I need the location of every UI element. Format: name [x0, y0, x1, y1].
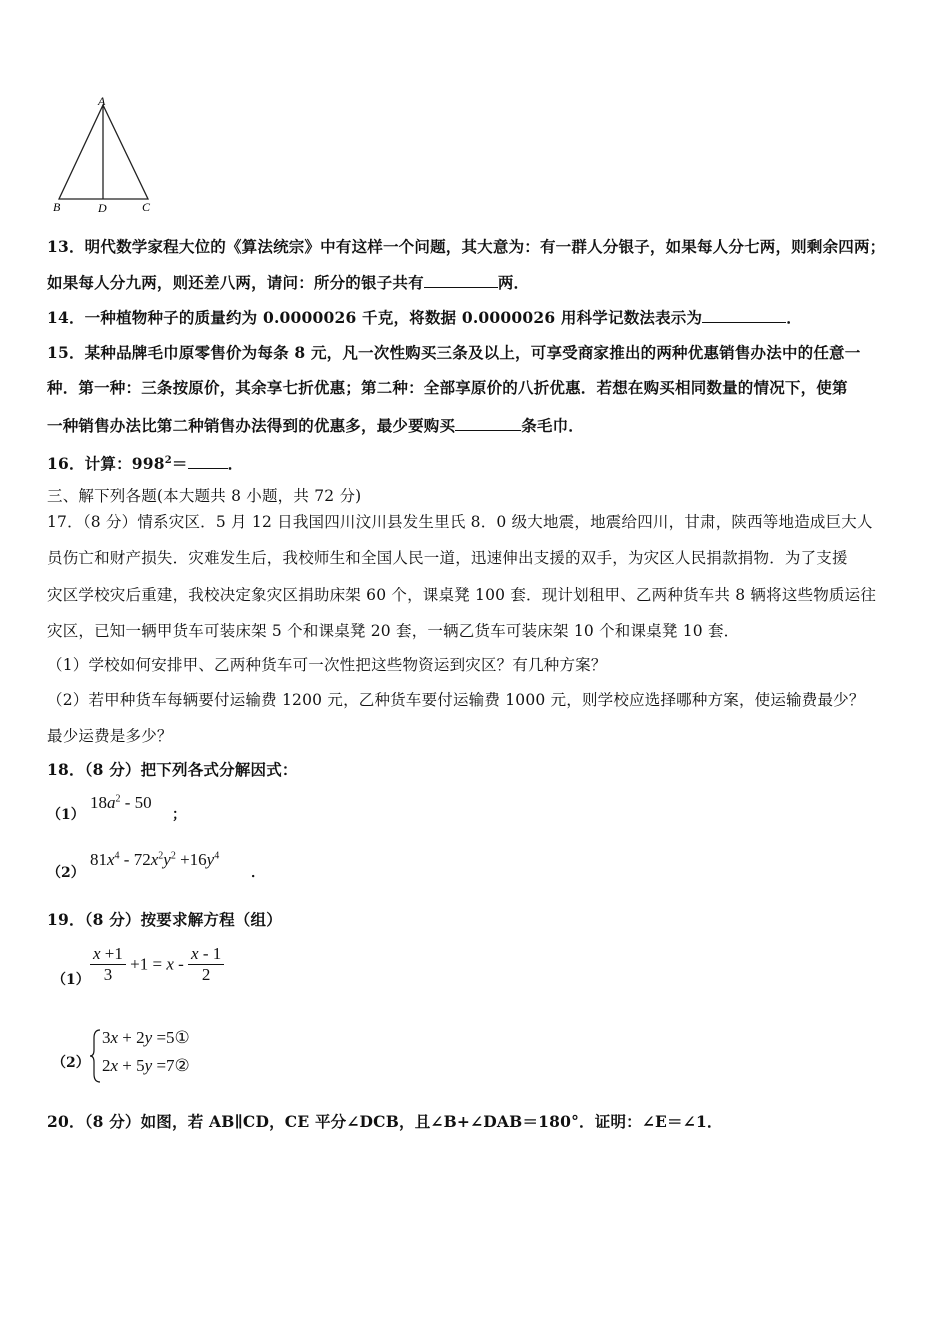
q17-sub2: （2）若甲种货车每辆要付运输费 1200 元，乙种货车要付运输费 1000 元，则学校应选择哪种方案，使运输费最少？: [47, 691, 865, 709]
exam-page: A B D C 13．明代数学家程大位的《算法统宗》中有这样一个问题，其大意为：有一群人分银子，如果每人分七两，则剩余四两； 如果每人分九两，则还差八两，请问：所分的银子共有 两． 14．一种植物种子的质量约为 0.0000026 千克，将数据 0.0000026 用科学记数法表示为 ． 15．某种品牌毛巾原零售价为每条 8 元，凡一次性购买三条及以上，可享受商家推出的两种优惠销售办法中的任意一 种．第一种：三条按原价，其余享七折优惠；第二种：全部享原价的八折优惠．若想在购买相同数量的情况下，使第 一种销售办法比第二种销售办法得到的优惠多，最少要购买 条毛巾． 16．计算：$998^2=$ ． 三、解下列各题(本大题共 8 小题，共 72 分) 17．（8 分）情系灾区．5 月 12 日我国四川汶川县发生里氏 8．0 级大地震，地震给四川，甘肃，陕西等地造成巨大人 员伤亡和财产损失．灾难发生后，我校师生和全国人民一道，迅速伸出支援的双手，为灾区人民捐款捐物．为了支援 灾区学校灾后重建，我校决定象灾区捐助床架 60 个，课桌凳 100 套．现计划租甲、乙两种货车共 8 辆将这些物质运往 灾区，已知一辆甲货车可装床架 5 个和课桌凳 20 套，一辆乙货车可装床架 10 个和课桌凳 10 套． （1）学校如何安排甲、乙两种货车可一次性把这些物资运到灾区？有几种方案？ （2）若甲种货车每辆要付运输费 1200 元，乙种货车要付运输费 1000 元，则学校应选择哪种方案，使运输费最少？ 最少运费是多少？ 18．（8 分）把下列各式分解因式： （1） $18a^2 - 50$ ； （2） $81x^4 - 72x^2y^2 +16y^4$ ． 19．（8 分）按要求解方程（组） （1） $\frac{x +1}{3}$ +1 = x - $\frac{x - 1}{2}$ （2） 3x + 2y =5① 2x + 5y =7② 20．（8 分）如图，若 AB∥CD，CE 平分∠DCB，且∠B+∠DAB＝180°．证明：∠E＝∠1．: [47, 95, 886, 1131]
q19-p1-label: （1）: [52, 972, 90, 988]
q15-line3-text: 一种销售办法比第二种销售办法得到的优惠多，最少要购买: [47, 416, 456, 435]
label-a: A: [98, 95, 106, 108]
q17-line3: 灾区学校灾后重建，我校决定象灾区捐助床架 60 个，课桌凳 100 套．现计划租甲、乙两种货车共 8 辆将这些物质运往: [47, 586, 877, 604]
q16-equals: ＝: [171, 454, 188, 474]
q13-line1: 13．明代数学家程大位的《算法统宗》中有这样一个问题，其大意为：有一群人分银子，如果每人分七两，则剩余四两；: [47, 237, 886, 256]
q13-line2: [47, 273, 529, 293]
q13-answer-blank[interactable]: [424, 273, 498, 288]
q16-exponent: 2: [164, 455, 172, 466]
q16-prefix: 16．计算：998: [47, 454, 165, 474]
q19-eq1-mark: ①: [174, 1028, 190, 1047]
q15-answer-blank[interactable]: [455, 416, 521, 431]
q16-answer-blank[interactable]: [188, 454, 228, 469]
q13-line2-end: 两．: [497, 273, 530, 292]
label-b: B: [53, 200, 61, 214]
q18-p2-end: ．: [251, 865, 265, 881]
label-d: D: [98, 201, 107, 215]
q19-title: 19．（8 分）按要求解方程（组）: [47, 910, 282, 929]
q19-p1-equation: $\frac{x +1}{3}$ +1 = x - $\frac{x - 1}{2}$: [90, 944, 224, 985]
q16-line: [47, 451, 243, 474]
q18-p1-expression: $18a^2 - 50$: [90, 793, 152, 812]
q14-end: ．: [786, 308, 802, 327]
q15-line2: 种．第一种：三条按原价，其余享七折优惠；第二种：全部享原价的八折优惠．若想在购买相同数量的情况下，使第: [47, 378, 848, 397]
q17-line1: 17．（8 分）情系灾区．5 月 12 日我国四川汶川县发生里氏 8．0 级大地震，地震给四川，甘肃，陕西等地造成巨大人: [47, 513, 873, 531]
q14-answer-blank[interactable]: [702, 308, 786, 323]
q19-eq2-mark: ②: [174, 1056, 190, 1075]
label-c: C: [142, 200, 151, 214]
q17-line4: 灾区，已知一辆甲货车可装床架 5 个和课桌凳 20 套，一辆乙货车可装床架 10 个和课桌凳 10 套．: [47, 622, 740, 640]
q18-p2-expression: $81x^4 - 72x^2y^2 +16y^4$: [90, 850, 220, 869]
system-brace: [90, 1028, 102, 1084]
q18-p2-label: （2）: [47, 865, 85, 881]
q17-sub1: （1）学校如何安排甲、乙两种货车可一次性把这些物资运到灾区？有几种方案？: [47, 656, 607, 674]
q15-line3: [47, 416, 584, 436]
q14-text: 14．一种植物种子的质量约为 0.0000026 千克，将数据 0.0000026 用科学记数法表示为: [47, 308, 703, 327]
q18-p1-label: （1）: [47, 807, 85, 823]
q19-p2-label: （2）: [52, 1055, 90, 1071]
triangle-figure: [50, 95, 160, 220]
q20-line: 20．（8 分）如图，若 AB∥CD，CE 平分∠DCB，且∠B+∠DAB＝180°．证明：∠E＝∠1．: [47, 1112, 723, 1131]
section-3-heading: 三、解下列各题(本大题共 8 小题，共 72 分): [47, 487, 362, 505]
q18-p1-end: ；: [172, 807, 186, 823]
q17-sub3: 最少运费是多少？: [47, 727, 173, 745]
q15-line3-end: 条毛巾．: [521, 416, 585, 435]
q14-line: [47, 308, 802, 328]
q17-line2: 员伤亡和财产损失．灾难发生后，我校师生和全国人民一道，迅速伸出支援的双手，为灾区人民捐款捐物．为了支援: [47, 549, 848, 567]
q18-title: 18．（8 分）把下列各式分解因式：: [47, 760, 298, 779]
q15-line1: 15．某种品牌毛巾原零售价为每条 8 元，凡一次性购买三条及以上，可享受商家推出的两种优惠销售办法中的任意一: [47, 343, 861, 362]
q16-end: ．: [227, 454, 244, 474]
q13-line2-text: 如果每人分九两，则还差八两，请问：所分的银子共有: [47, 273, 424, 292]
